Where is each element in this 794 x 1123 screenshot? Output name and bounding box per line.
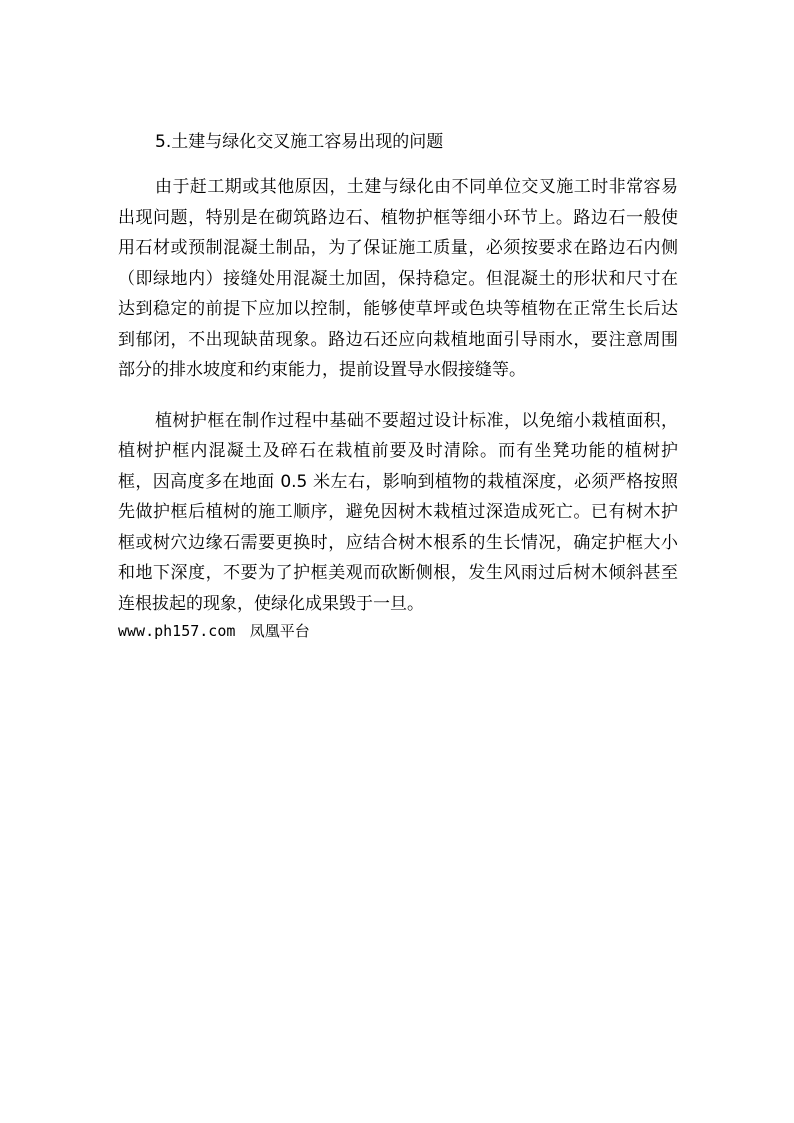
- footer-url[interactable]: www.ph157.com: [118, 622, 236, 640]
- footer-line: [118, 619, 678, 643]
- document-body: [118, 124, 678, 643]
- paragraph-tree-frame: 植树护框在制作过程中基础不要超过设计标准，以免缩小栽植面积，植树护框内混凝土及碎石在栽植前要及时清除。而有坐凳功能的植树护框，因高度多在地面 0.5 米左右，影响到植物的栽植深度，必须严格按照先做护框后植树的施工顺序，避免因树木栽植过深造成死亡。已有树木护框或树穴边缘石需要更换时，应结合树木根系的生长情况，确定护框大小和地下深度，不要为了护框美观而砍断侧根，发生风雨过后树木倾斜甚至连根拔起的现象，使绿化成果毁于一旦。: [118, 410, 678, 614]
- footer-site-name: 凤凰平台: [249, 622, 310, 640]
- section-heading: 5.土建与绿化交叉施工容易出现的问题: [155, 132, 444, 152]
- paragraph-construction-issues: 由于赶工期或其他原因，土建与绿化由不同单位交叉施工时非常容易出现问题，特别是在砌筑路边石、植物护框等细小环节上。路边石一般使用石材或预制混凝土制品，为了保证施工质量，必须按要求在路边石内侧（即绿地内）接缝处用混凝土加固，保持稳定。但混凝土的形状和尺寸在达到稳定的前提下应加以控制，能够使草坪或色块等植物在正常生长后达到郁闭，不出现缺苗现象。路边石还应向栽植地面引导雨水，要注意周围部分的排水坡度和约束能力，提前设置导水假接缝等。: [118, 177, 678, 380]
